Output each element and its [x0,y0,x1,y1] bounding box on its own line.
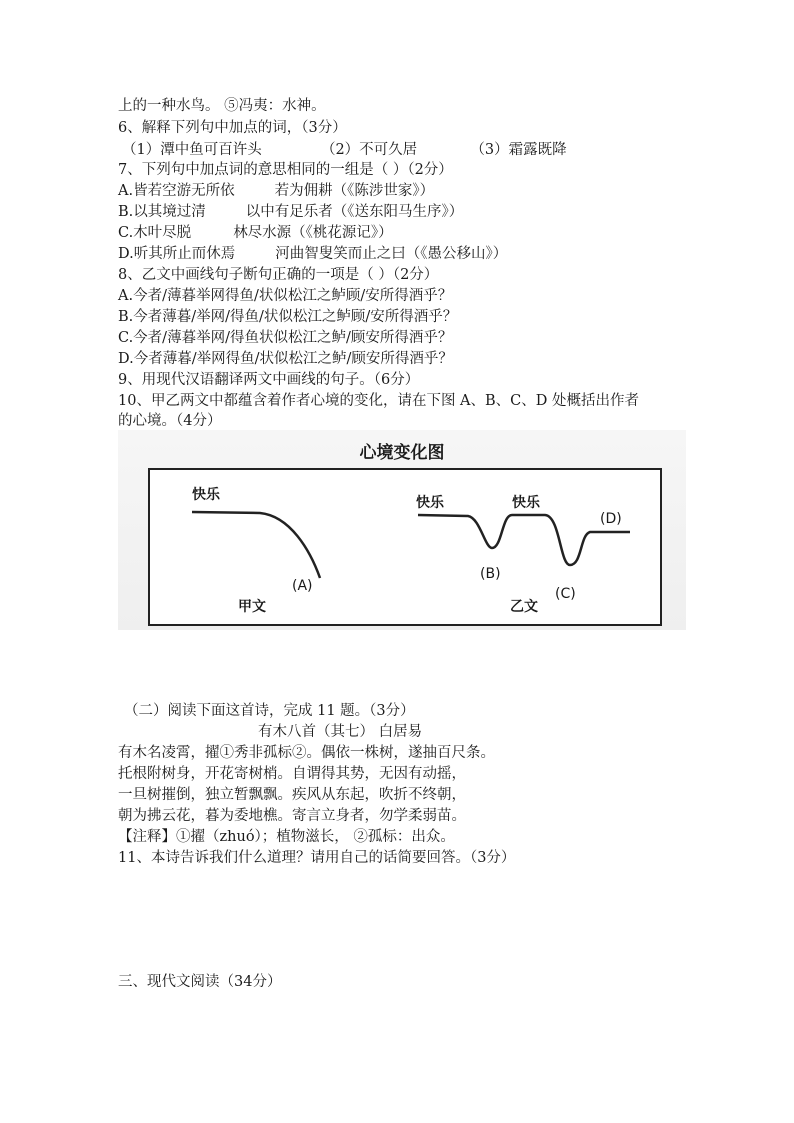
question-6-items [122,140,567,160]
question-10-cont: 的心境。（4分） [118,413,222,429]
poem-line-1: 有木名凌霄，擢①秀非孤标②。偶依一株树，遂抽百尺条。 [118,745,495,761]
q7-d-right: 河曲智叟笑而止之曰（《愚公移山》） [275,246,508,262]
label-happy-jia: 快乐 [192,487,220,503]
q7-d-left: D.听其所止而休焉 [118,246,236,262]
label-happy-yi-2: 快乐 [512,495,540,511]
q7-a-left: A.皆若空游无所依 [118,183,235,199]
poem-note: 【注释】①擢（zhuó）；植物滋长， ②孤标：出众。 [118,829,455,845]
q7-c-left: C.木叶尽脱 [118,225,192,241]
caption-jia: 甲文 [238,599,266,615]
question-11: 11、本诗告诉我们什么道理？请用自己的话简要回答。（3分） [118,850,516,866]
q8-option-a: A.今者/薄暮举网得鱼/状似松江之鲈顾/安所得酒乎？ [118,288,453,304]
mood-curves [150,470,660,624]
q6-item-2: （2）不可久居 [320,142,418,158]
caption-yi: 乙文 [510,599,538,615]
q7-b-left: B.以其境过清 [118,204,206,220]
poem-line-4: 朝为拂云花，暮为委地樵。寄言立身者，勿学柔弱苗。 [118,808,466,824]
q7-a-right: 若为佣耕（《陈涉世家》） [274,183,435,199]
poem-title: 有木八首（其七） 白居易 [258,724,423,740]
q8-option-b: B.今者薄暮/举网/得鱼/状似松江之鲈顾/安所得酒乎？ [118,309,458,325]
text-line: 上的一种水鸟。 ⑤冯夷：水神。 [118,98,326,114]
question-10: 10、甲乙两文中都蕴含着作者心境的变化，请在下图 A、B、C、D 处概括出作者 [118,393,640,409]
q6-item-3: （3）霜露既降 [470,142,567,158]
question-6: 6、解释下列句中加点的词，（3分） [118,120,347,136]
question-9: 9、用现代汉语翻译两文中画线的句子。（6分） [118,372,420,388]
q7-option-c [118,223,393,243]
q7-c-right: 林尽水源（《桃花源记》） [233,225,393,241]
section-2-heading: （二）阅读下面这首诗，完成 11 题。（3分） [124,703,415,719]
section-3-heading: 三、现代文阅读（34分） [118,974,282,990]
q7-option-d [118,244,507,264]
q7-b-right: 以中有足乐者（《送东阳马生序》） [245,204,464,220]
point-c: (C) [555,586,576,602]
curve-yi [418,515,630,565]
q8-option-d: D.今者薄暮/举网得鱼/状似松江之鲈/顾安所得酒乎？ [118,351,453,367]
question-7: 7、下列句中加点词的意思相同的一组是（ ）（2分） [118,162,453,178]
q7-option-a [118,181,434,201]
q6-item-1: （1）潭中鱼可百许头 [122,142,262,158]
poem-line-3: 一旦树摧倒，独立暂飘飘。疾风从东起，吹折不终朝， [118,787,466,803]
label-happy-yi-1: 快乐 [416,495,444,511]
poem-line-2: 托根附树身，开花寄树梢。自谓得其势，无因有动摇， [118,766,466,782]
question-8: 8、乙文中画线句子断句正确的一项是（ ）（2分） [118,267,439,283]
figure-title: 心境变化图 [359,443,445,463]
mood-change-figure [118,430,686,630]
point-a: (A) [292,578,313,594]
q7-option-b [118,202,463,222]
point-d: (D) [600,511,622,527]
q8-option-c: C.今者/薄暮举网/得鱼状似松江之鲈/顾安所得酒乎？ [118,330,453,346]
curve-jia [192,512,320,578]
figure-box [148,468,662,626]
point-b: (B) [480,566,501,582]
